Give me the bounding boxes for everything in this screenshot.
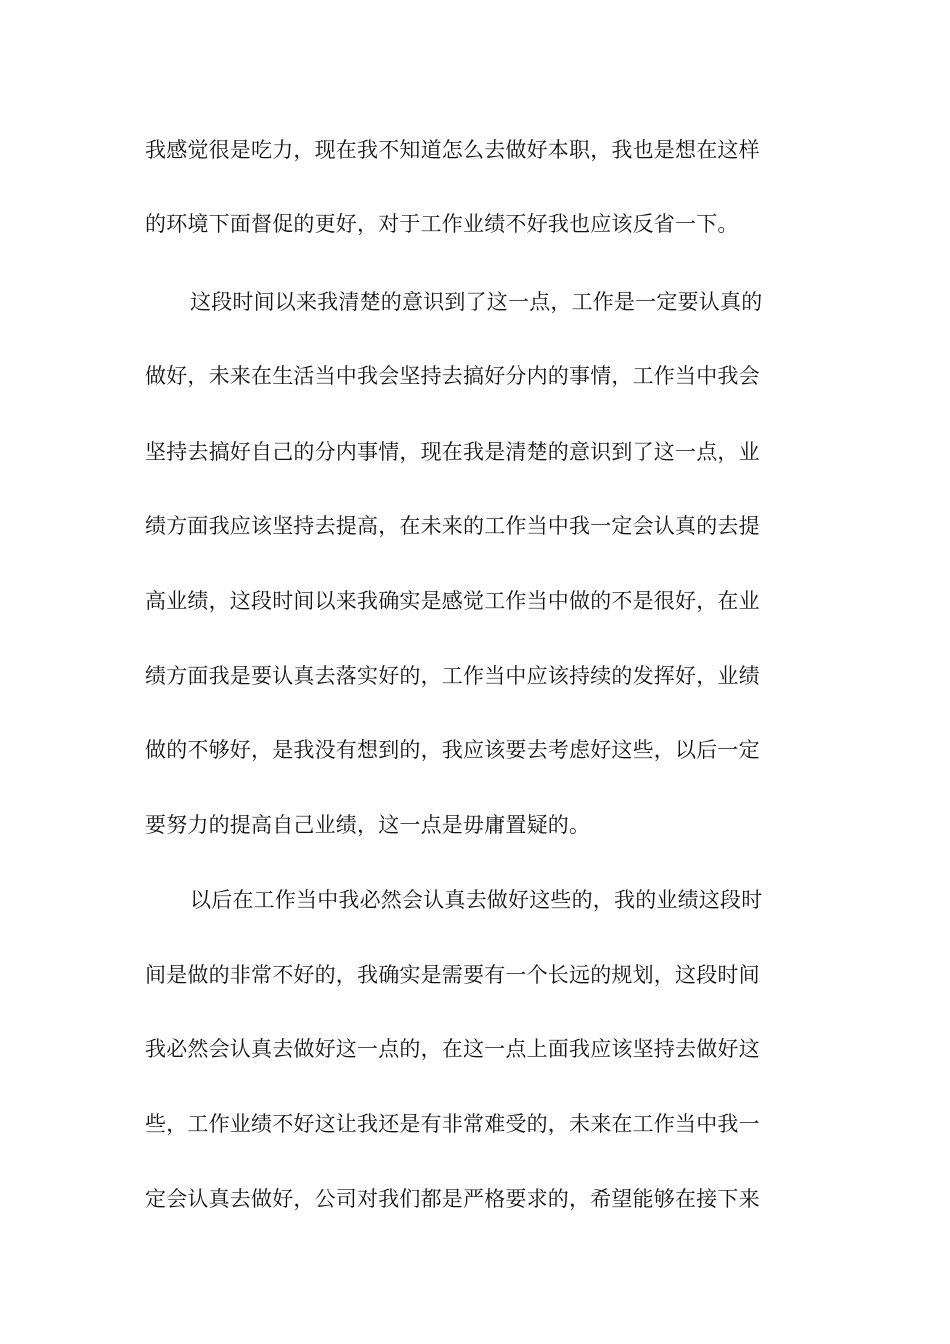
text-line: 做的不够好，是我没有想到的，我应该要去考虑好这些，以后一定 [145, 738, 760, 762]
text-line: 做好，未来在生活当中我会坚持去搞好分内的事情，工作当中我会 [145, 364, 760, 388]
paragraph-first-line: 以后在工作当中我必然会认真去做好这些的，我的业绩这段时 [190, 888, 763, 912]
text-line: 间是做的非常不好的，我确实是需要有一个长远的规划，这段时间 [145, 963, 760, 987]
text-line: 绩方面我应该坚持去提高，在未来的工作当中我一定会认真的去提 [145, 514, 760, 538]
text-line: 我必然会认真去做好这一点的，在这一点上面我应该坚持去做好这 [145, 1037, 760, 1061]
text-line: 绩方面我是要认真去落实好的，工作当中应该持续的发挥好，业绩 [145, 664, 760, 688]
text-line: 高业绩，这段时间以来我确实是感觉工作当中做的不是很好，在业 [145, 589, 760, 613]
text-line: 要努力的提高自己业绩，这一点是毋庸置疑的。 [145, 813, 591, 837]
text-line: 些，工作业绩不好这让我还是有非常难受的，未来在工作当中我一 [145, 1112, 760, 1136]
text-line: 坚持去搞好自己的分内事情，现在我是清楚的意识到了这一点，业 [145, 440, 760, 464]
text-line: 的环境下面督促的更好，对于工作业绩不好我也应该反省一下。 [145, 212, 739, 236]
text-line: 定会认真去做好，公司对我们都是严格要求的，希望能够在接下来 [145, 1187, 760, 1211]
paragraph-first-line: 这段时间以来我清楚的意识到了这一点，工作是一定要认真的 [190, 290, 763, 314]
text-line: 我感觉很是吃力，现在我不知道怎么去做好本职，我也是想在这样 [145, 138, 760, 162]
